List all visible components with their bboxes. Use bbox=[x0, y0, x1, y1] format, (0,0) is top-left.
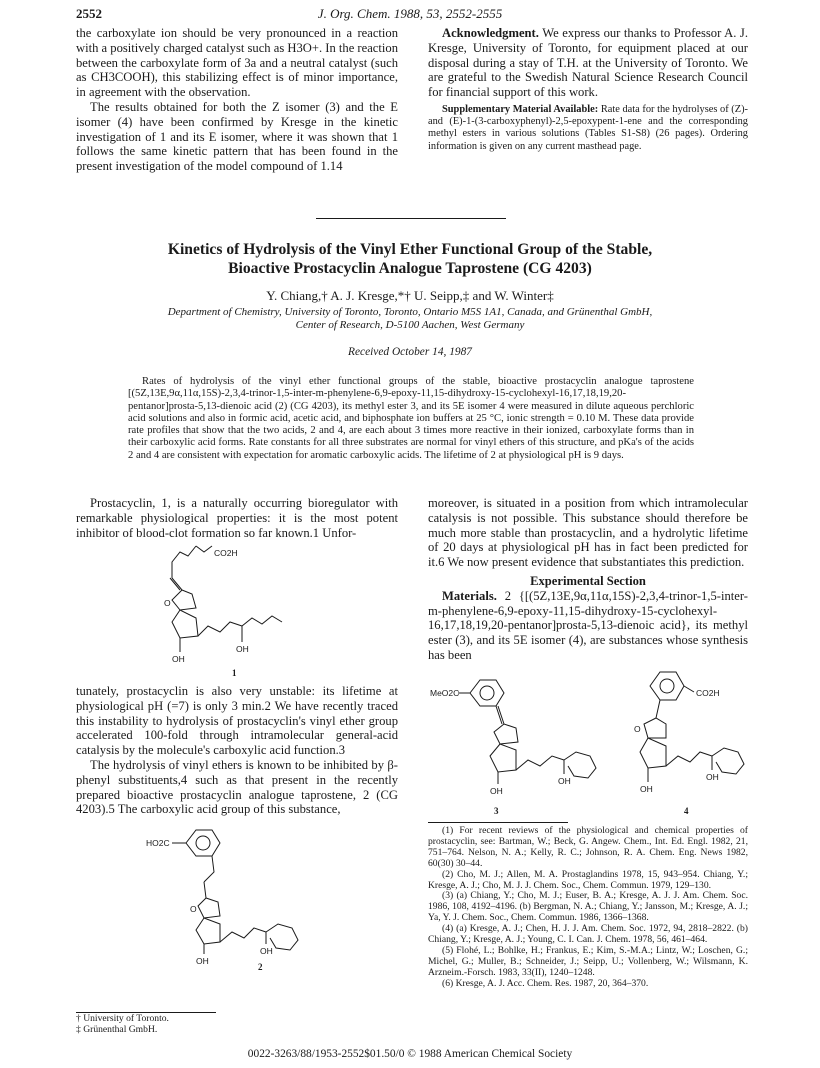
reference-item: (2) Cho, M. J.; Allen, M. A. Prostaglandins 1978, 15, 943–954. Chiang, Y.; Kresge, A. J.; Cho, M. J. J. Chem. Soc., Chem. Commun. 1979, 129–130. bbox=[428, 868, 748, 891]
prev-paragraph: The results obtained for both the Z isomer (3) and the E isomer (4) have been confirmed by Kresge in the kinetic investigation of 1 and its E isomer, where it was shown that 1 follows the same kinetic pattern that has been found in the present investigation of the model compound of 1.14 bbox=[76, 99, 398, 174]
oxygen-label: O bbox=[190, 904, 197, 914]
reference-item: (6) Kresge, A. J. Acc. Chem. Res. 1987, 20, 364–370. bbox=[442, 977, 649, 989]
structure-group-label: MeO2C bbox=[430, 688, 460, 698]
chain-hydroxyl: OH bbox=[706, 772, 719, 782]
oxygen-label: O bbox=[634, 724, 641, 734]
affiliation-footnote: ‡ Grünenthal GmbH. bbox=[76, 1023, 158, 1035]
intro-paragraph: tunately, prostacyclin is also very unstable: its lifetime at physiological pH (=7) is only 3 min.2 We have recently traced this instability to hydrolysis of prostacyclin's vinyl ether group accelerated 100-fold through intramolecular general-acid catalysis by the molecule's carboxylic acid function.3 bbox=[76, 684, 398, 758]
prev-paragraph: the carboxylate ion should be very pronounced in a reaction with a positively charged catalyst such as H3O+. In the reaction between the carboxylate form of 3a and a neutral catalyst (such as CH3COOH), this stabilizing effect is of minor importance, in agreement with the observation. bbox=[76, 26, 398, 100]
affiliation-footnotes bbox=[76, 1014, 398, 1036]
article-divider bbox=[316, 218, 506, 219]
reference-rule bbox=[428, 822, 568, 823]
supplementary-heading: Supplementary Material Available: bbox=[442, 103, 599, 115]
ring-hydroxyl: OH bbox=[196, 956, 209, 966]
title-line: Bioactive Prostacyclin Analogue Taprostene (CG 4203) bbox=[228, 260, 592, 277]
affiliation-line: Department of Chemistry, University of Toronto, Toronto, Ontario M5S 1A1, Canada, and Grünenthal GmbH, bbox=[167, 306, 653, 318]
experimental-heading: Experimental Section bbox=[530, 573, 646, 588]
reference-item: (4) (a) Kresge, A. J.; Chen, H. J. J. Am. Chem. Soc. 1972, 94, 2818–2822. (b) Chiang, Y.; Kresge, A. J.; Young, C. I. Can. J. Chem. 1978, 56, 461–464. bbox=[428, 923, 748, 946]
body-paragraph: moreover, is situated in a position from which intramolecular catalysis is not possible. This substance should therefore be much more stable than prostacyclin, and a hydrolytic lifetime of 20 days at physiological pH has in fact been predicted for it.6 We now present evidence that substantiates this prediction. bbox=[428, 496, 748, 570]
reference-item: (1) For recent reviews of the physiological and chemical properties of prostacyclin, see: Bartman, W.; Beck, G. Angew. Chem., Int. Ed. Engl. 1982, 21, 751–764. Nelson, N. A.; Kelly, R. C.; Johnson, R. A. Chem. Eng. News 1982, 60(30) 30–44. bbox=[428, 825, 748, 869]
page-number: 2552 bbox=[76, 6, 102, 21]
structure-1 bbox=[150, 538, 300, 682]
received-date: Received October 14, 1987 bbox=[348, 346, 472, 358]
references bbox=[428, 826, 748, 990]
reference-item: (3) (a) Chiang, Y.; Cho, M. J.; Euser, B. A.; Kresge, A. J. J. Am. Chem. Soc. 1986, 108, 4192–4196. (b) Bergman, N. A.; Chiang, Y.; Jansson, M.; Kresge, A. J.; Ya, Y. J. Chem. Soc., Chem. Commun. 1986, 1366–1368. bbox=[428, 890, 748, 924]
structure-group-label: HO2C bbox=[146, 838, 170, 848]
page-footer: 0022-3263/88/1953-2552$01.50/0 © 1988 American Chemical Society bbox=[247, 1048, 573, 1060]
right-column bbox=[428, 496, 748, 663]
structure-number: 1 bbox=[232, 668, 237, 678]
acknowledgment-heading: Acknowledgment. bbox=[442, 26, 539, 40]
affiliation-line: Center of Research, D-5100 Aachen, West Germany bbox=[295, 319, 525, 331]
structure-2 bbox=[140, 826, 340, 972]
chain-hydroxyl: OH bbox=[558, 776, 571, 786]
title-line: Kinetics of Hydrolysis of the Vinyl Ether Functional Group of the Stable, bbox=[167, 241, 653, 258]
oxygen-label: O bbox=[164, 598, 171, 608]
affiliation bbox=[40, 306, 780, 332]
structure-number: 3 bbox=[494, 806, 499, 816]
structures-3-4 bbox=[428, 668, 758, 818]
supplementary-text: Rate data for the hydrolyses of (Z)- and (E)-1-(3-carboxyphenyl)-2,5-epoxypent-1-ene and the corresponding methyl esters in various solutions (Tables S1-S8) (26 pages). Ordering information is given on any current masthead page. bbox=[428, 103, 748, 152]
prev-article-left bbox=[76, 26, 398, 174]
abstract: Rates of hydrolysis of the vinyl ether functional groups of the stable, bioactive prostacyclin analogue taprostene [(5Z,13E,9α,11α,15S)-2,3,4-trinor-1,5-inter-m-phenylene-6,9-epoxy-11,15-dihydroxy-15-cyclohexyl-16,17,18,19,20-pentanor]prosta-5,13-dienoic acid (2) (CG 4203), its methyl ester 3, and its 5E isomer 4 were measured in dilute aqueous perchloric acid solutions and also in formic acid, acetic acid, and biphosphate ion buffers at 25 °C, ionic strength = 0.10 M. These data provide rate profiles that show that the two acids, 2 and 4, are each about 3 times more reactive in their ionized, carboxylate forms than in their carboxylic acid forms. Rate constants for all three substrates are normal for vinyl ethers of this structure, and pKa's of the acids 2 and 4 are consistent with expectation for aromatic carboxylic acids. The lifetime of 2 at physiological pH is 9 days. bbox=[128, 376, 694, 461]
running-header: J. Org. Chem. 1988, 53, 2552-2555 bbox=[317, 6, 503, 21]
structure-number: 4 bbox=[684, 806, 689, 816]
authors: Y. Chiang,† A. J. Kresge,*† U. Seipp,‡ and W. Winter‡ bbox=[266, 288, 554, 303]
ring-hydroxyl: OH bbox=[490, 786, 503, 796]
ring-hydroxyl: OH bbox=[640, 784, 653, 794]
acknowledgment-text: We express our thanks to Professor A. J. Kresge, University of Toronto, for equipment placed at our disposal during a stay of T.H. at the University of Toronto. We are grateful to the Swedish Natural Science Research Council for financial support of this work. bbox=[428, 26, 748, 100]
structure-group-label: CO2H bbox=[696, 688, 720, 698]
structure-number: 2 bbox=[258, 962, 263, 972]
ring-hydroxyl: OH bbox=[172, 654, 185, 664]
reference-item: (5) Flohé, L.; Bohlke, H.; Frankus, E.; Kim, S.-M.A.; Lintz, W.; Loschen, G.; Michel, G.; Muller, B.; Schneider, J.; Seipp, U.; Vollenberg, W.; Wilsmann, K. Arzneim.-Forsch. 1983, 33(II), 1240–1248. bbox=[428, 944, 748, 978]
prev-article-right bbox=[428, 26, 748, 153]
intro-start bbox=[76, 496, 398, 540]
affiliation-footnote: † University of Toronto. bbox=[76, 1013, 169, 1024]
chain-hydroxyl: OH bbox=[236, 644, 249, 654]
materials-text: 2 {[(5Z,13E,9α,11α,15S)-2,3,4-trinor-1,5-inter-m-phenylene-6,9-epoxy-11,15-dihydroxy-15-cyclohexyl-16,17,18,19,20-pentanor]prosta-5,13-dienoic acid}, its methyl ester (3), and its 5E isomer (4), are substances whose synthesis has been bbox=[428, 588, 748, 662]
chain-hydroxyl: OH bbox=[260, 946, 273, 956]
materials-heading: Materials. bbox=[442, 588, 497, 603]
intro-continued bbox=[76, 684, 398, 817]
intro-paragraph: The hydrolysis of vinyl ethers is known to be inhibited by β-phenyl substituents,4 such as that present in the recently prepared bioactive prostacyclin analogue taprostene, 2 (CG 4203).5 The carboxylic acid group of this substance, bbox=[76, 757, 398, 817]
intro-paragraph: Prostacyclin, 1, is a naturally occurring bioregulator with remarkable physiological properties: it is the most potent inhibitor of blood-clot formation so far known.1 Unfor- bbox=[76, 496, 398, 540]
structure-group-label: CO2H bbox=[214, 548, 238, 558]
article-title bbox=[40, 240, 780, 278]
